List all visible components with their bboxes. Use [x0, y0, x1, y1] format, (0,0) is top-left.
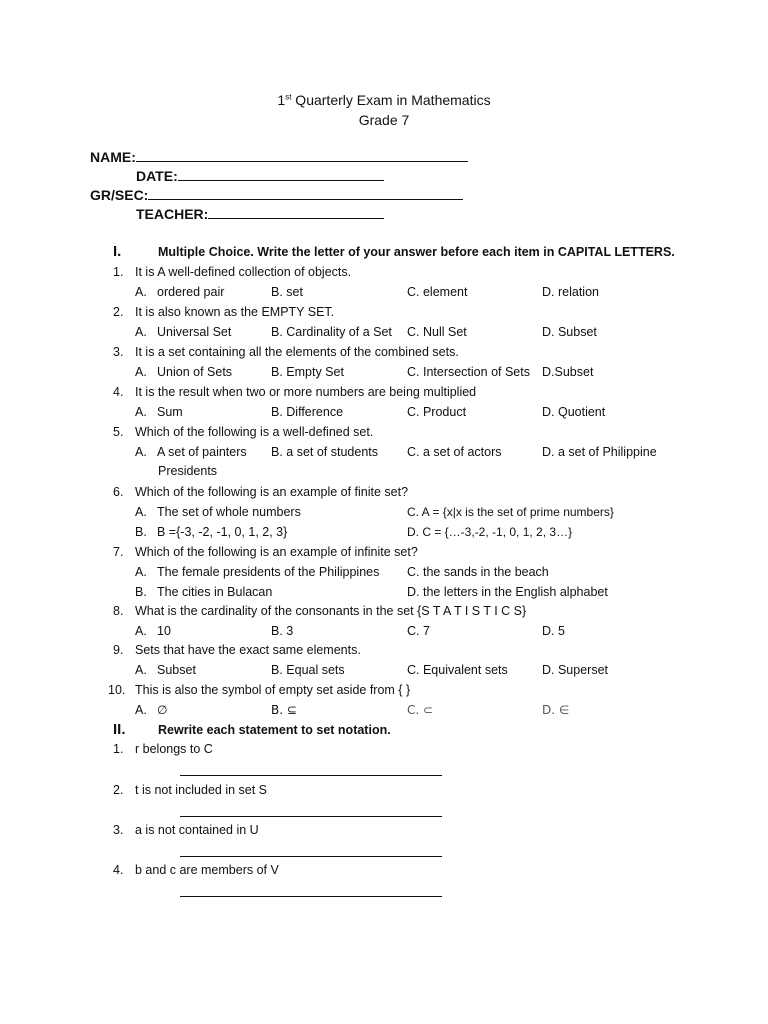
item-number: 4. — [113, 863, 124, 877]
option-d: D.Subset — [542, 365, 594, 379]
option-b: B. 3 — [271, 624, 294, 638]
question-text: What is the cardinality of the consonants in the set {S T A T I S T I C S} — [135, 604, 527, 618]
item-number: 1. — [113, 265, 124, 279]
option-d-continued: Presidents — [158, 464, 218, 478]
item-number: 8. — [113, 604, 124, 618]
question-text: It is a set containing all the elements of the combined sets. — [135, 345, 459, 359]
option-d: D. the letters in the English alphabet — [407, 585, 608, 599]
option-c: C. 7 — [407, 624, 430, 638]
section1-instruction: Multiple Choice. Write the letter of your answer before each item in CAPITAL LETTERS. — [158, 245, 675, 259]
date-field: DATE: — [136, 168, 384, 184]
option-b: B. B ={-3, -2, -1, 0, 1, 2, 3} — [135, 525, 288, 539]
item-number: 5. — [113, 425, 124, 439]
option-d: D. a set of Philippine — [542, 445, 657, 459]
statement-text: b and c are members of V — [135, 863, 279, 877]
item-number: 1. — [113, 742, 124, 756]
option-c: C. the sands in the beach — [407, 565, 549, 579]
option-c: C. ⊂ — [407, 703, 434, 717]
option-b: B. Equal sets — [271, 663, 345, 677]
option-b: B. The cities in Bulacan — [135, 585, 273, 599]
question-text: This is also the symbol of empty set aside from { } — [135, 683, 411, 697]
section2-instruction: Rewrite each statement to set notation. — [158, 723, 391, 737]
name-field: NAME: — [90, 149, 468, 165]
option-a: A. The female presidents of the Philippines — [135, 565, 380, 579]
answer-line — [180, 856, 442, 857]
statement-text: r belongs to C — [135, 742, 213, 756]
section2-roman: II. — [113, 721, 126, 738]
option-a: A. Universal Set — [135, 325, 232, 339]
question-text: Which of the following is a well-defined set. — [135, 425, 374, 439]
item-number: 9. — [113, 643, 124, 657]
option-a: A. ordered pair — [135, 285, 225, 299]
option-c: C. element — [407, 285, 468, 299]
option-d: D. ∈ — [542, 703, 570, 717]
option-b: B. Cardinality of a Set — [271, 325, 392, 339]
question-text: Which of the following is an example of infinite set? — [135, 545, 418, 559]
statement-text: t is not included in set S — [135, 783, 268, 797]
option-c: C. Product — [407, 405, 467, 419]
option-d: D. C = {…-3,-2, -1, 0, 1, 2, 3…} — [407, 525, 573, 539]
option-b: B. a set of students — [271, 445, 379, 459]
question-text: It is the result when two or more numbers are being multiplied — [135, 385, 477, 399]
item-number: 6. — [113, 485, 124, 499]
teacher-field: TEACHER: — [136, 206, 384, 222]
option-c: C. A = {x|x is the set of prime numbers} — [407, 505, 614, 519]
item-number: 2. — [113, 783, 124, 797]
option-a: A. Union of Sets — [135, 365, 233, 379]
option-b: B. Difference — [271, 405, 344, 419]
answer-line — [180, 816, 442, 817]
item-number: 3. — [113, 345, 124, 359]
option-c: C. a set of actors — [407, 445, 502, 459]
question-text: Which of the following is an example of finite set? — [135, 485, 409, 499]
question-text: It is also known as the EMPTY SET. — [135, 305, 335, 319]
answer-line — [180, 896, 442, 897]
option-b: B. ⊆ — [271, 703, 297, 717]
option-d: D. Quotient — [542, 405, 606, 419]
option-c: C. Intersection of Sets — [407, 365, 530, 379]
item-number: 2. — [113, 305, 124, 319]
item-number: 10. — [108, 683, 126, 697]
statement-text: a is not contained in U — [135, 823, 259, 837]
question-text: Sets that have the exact same elements. — [135, 643, 361, 657]
option-d: D. relation — [542, 285, 599, 299]
answer-line — [180, 775, 442, 776]
option-c: C. Null Set — [407, 325, 467, 339]
grsec-field: GR/SEC: — [90, 187, 463, 203]
exam-title: 1st Quarterly Exam in Mathematics — [277, 92, 491, 108]
option-d: D. Superset — [542, 663, 609, 677]
option-c: C. Equivalent sets — [407, 663, 508, 677]
option-a: A. Sum — [135, 405, 183, 419]
option-a: A. ∅ — [135, 703, 168, 717]
option-a: A. 10 — [135, 624, 171, 638]
grade-label: Grade 7 — [358, 112, 410, 128]
option-a: A. The set of whole numbers — [135, 505, 301, 519]
option-b: B. set — [271, 285, 303, 299]
option-a: A. A set of painters — [135, 445, 247, 459]
item-number: 4. — [113, 385, 124, 399]
item-number: 7. — [113, 545, 124, 559]
option-b: B. Empty Set — [271, 365, 344, 379]
question-text: It is A well-defined collection of objects. — [135, 265, 352, 279]
option-d: D. 5 — [542, 624, 565, 638]
option-d: D. Subset — [542, 325, 597, 339]
section1-roman: I. — [113, 243, 122, 260]
item-number: 3. — [113, 823, 124, 837]
option-a: A. Subset — [135, 663, 196, 677]
